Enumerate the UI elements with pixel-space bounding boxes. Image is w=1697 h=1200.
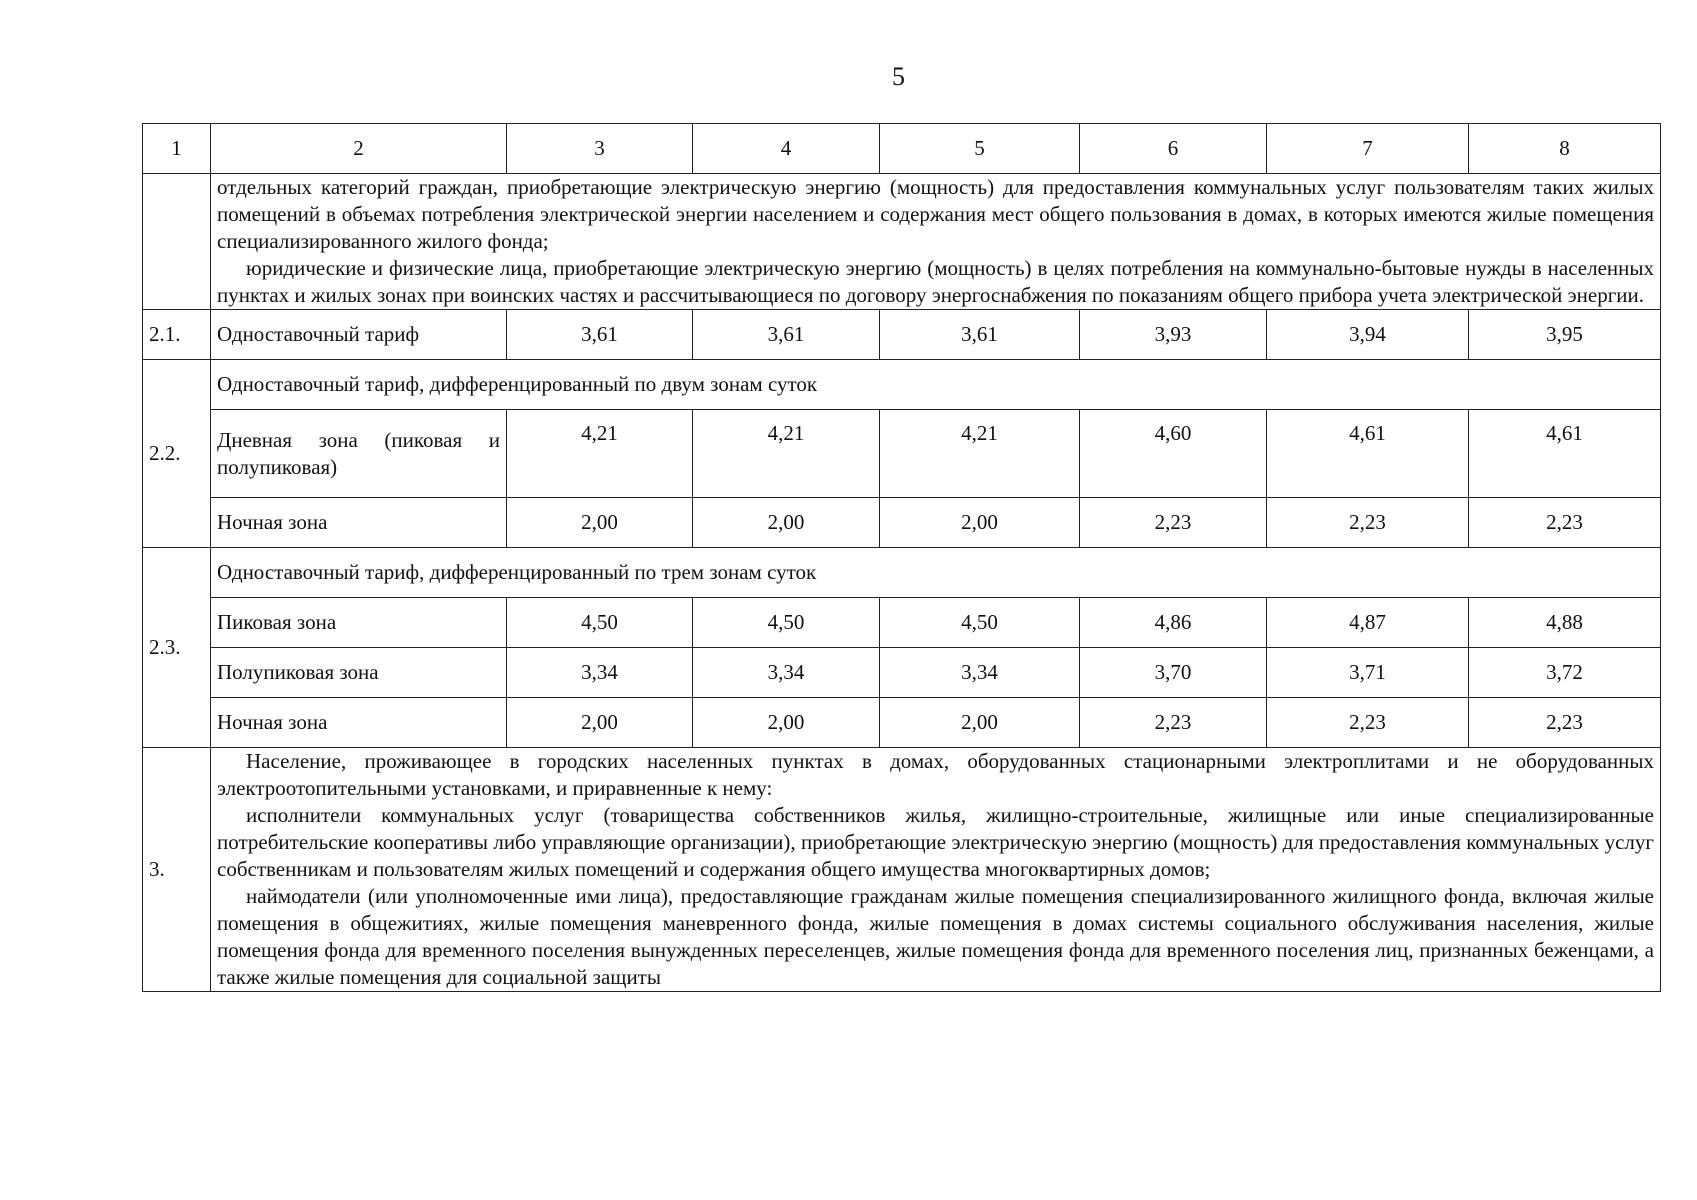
- table-row-2-3-halfpeak: [143, 648, 1661, 698]
- value-cell: 2,00: [507, 698, 693, 748]
- row-label: Ночная зона: [211, 498, 507, 548]
- header-cell: 8: [1469, 124, 1661, 174]
- paragraph: наймодатели (или уполномоченные ими лица), предоставляющие гражданам жилые помещения специализированного жилищного фонда, включая жилые помещения в общежитиях, жилые помещения маневренного фонда, жилые помещения в домах системы социального обслуживания населения, жилые помещения фонда для временного поселения вынужденных переселенцев, жилые помещения фонда для временного поселения лиц, признанных беженцами, а также жилые помещения для социальной защиты: [217, 884, 1654, 989]
- value-cell: 3,95: [1469, 310, 1661, 360]
- row-label: Одноставочный тариф, дифференцированный по двум зонам суток: [211, 360, 1661, 410]
- value-cell: 3,94: [1267, 310, 1469, 360]
- value-cell: 3,93: [1080, 310, 1267, 360]
- value-cell: 3,34: [507, 648, 693, 698]
- table-row-2-1: [143, 310, 1661, 360]
- row-code: 2.1.: [143, 310, 211, 360]
- row-label: Одноставочный тариф, дифференцированный по трем зонам суток: [211, 548, 1661, 598]
- row-code: 3.: [143, 748, 211, 992]
- value-cell: 3,70: [1080, 648, 1267, 698]
- value-cell: 4,61: [1267, 410, 1469, 498]
- code-cell: [143, 174, 211, 310]
- page-number: 5: [892, 62, 905, 91]
- table-row-2-3-night: [143, 698, 1661, 748]
- row-label: Одноставочный тариф: [211, 310, 507, 360]
- value-cell: 4,86: [1080, 598, 1267, 648]
- row-code: 2.3.: [143, 548, 211, 748]
- table-row-2-2-day: [143, 410, 1661, 498]
- row-label: Дневная зона (пиковая и полупиковая): [211, 410, 507, 498]
- paragraph: Население, проживающее в городских населенных пунктах в домах, оборудованных стационарными электроплитами и не оборудованных электроотопительными установками, и приравненные к нему:: [217, 749, 1654, 800]
- table-row-2-2-night: [143, 498, 1661, 548]
- value-cell: 3,34: [880, 648, 1080, 698]
- value-cell: 4,50: [507, 598, 693, 648]
- paragraph: отдельных категорий граждан, приобретающие электрическую энергию (мощность) для предоставления коммунальных услуг пользователям таких жилых помещений в объемах потребления электрической энергии населением и содержания мест общего пользования в домах, в которых имеются жилые помещения специализированного жилого фонда;: [217, 175, 1654, 253]
- paragraph: исполнители коммунальных услуг (товарищества собственников жилья, жилищно-строительные, жилищные или иные специализированные потребительские кооперативы либо управляющие организации), приобретающие электрическую энергию (мощность) для предоставления коммунальных услуг собственникам и пользователям жилых помещений и содержания общего имущества многоквартирных домов;: [217, 803, 1654, 881]
- table-row-2-3-title: [143, 548, 1661, 598]
- value-cell: 4,60: [1080, 410, 1267, 498]
- value-cell: 2,00: [880, 698, 1080, 748]
- value-cell: 3,72: [1469, 648, 1661, 698]
- value-cell: 4,87: [1267, 598, 1469, 648]
- value-cell: 3,34: [693, 648, 880, 698]
- header-cell: 4: [693, 124, 880, 174]
- value-cell: 4,61: [1469, 410, 1661, 498]
- value-cell: 2,23: [1469, 698, 1661, 748]
- value-cell: 4,88: [1469, 598, 1661, 648]
- value-cell: 2,23: [1080, 498, 1267, 548]
- continuation-text: [211, 174, 1661, 310]
- value-cell: 3,61: [880, 310, 1080, 360]
- row-3-text: [211, 748, 1661, 992]
- table-row-2-3-peak: [143, 598, 1661, 648]
- value-cell: 2,23: [1267, 698, 1469, 748]
- header-cell: 2: [211, 124, 507, 174]
- value-cell: 2,23: [1469, 498, 1661, 548]
- table-row-2-2-title: [143, 360, 1661, 410]
- value-cell: 4,21: [693, 410, 880, 498]
- value-cell: 2,23: [1267, 498, 1469, 548]
- value-cell: 4,50: [880, 598, 1080, 648]
- continuation-row: [143, 174, 1661, 310]
- value-cell: 2,00: [507, 498, 693, 548]
- header-cell: 1: [143, 124, 211, 174]
- paragraph: юридические и физические лица, приобретающие электрическую энергию (мощность) в целях потребления на коммунально-бытовые нужды в населенных пунктах и жилых зонах при воинских частях и рассчитывающиеся по договору энергоснабжения по показаниям общего прибора учета электрической энергии.: [217, 256, 1654, 307]
- value-cell: 2,00: [693, 498, 880, 548]
- value-cell: 3,71: [1267, 648, 1469, 698]
- header-cell: 3: [507, 124, 693, 174]
- header-cell: 7: [1267, 124, 1469, 174]
- row-label: Полупиковая зона: [211, 648, 507, 698]
- tariff-table: [142, 123, 1661, 992]
- value-cell: 3,61: [693, 310, 880, 360]
- value-cell: 2,23: [1080, 698, 1267, 748]
- value-cell: 3,61: [507, 310, 693, 360]
- value-cell: 2,00: [880, 498, 1080, 548]
- row-label: Пиковая зона: [211, 598, 507, 648]
- value-cell: 4,50: [693, 598, 880, 648]
- header-cell: 6: [1080, 124, 1267, 174]
- row-label: Ночная зона: [211, 698, 507, 748]
- row-code: 2.2.: [143, 360, 211, 548]
- table-row-3: [143, 748, 1661, 992]
- value-cell: 4,21: [507, 410, 693, 498]
- header-cell: 5: [880, 124, 1080, 174]
- header-row: [143, 124, 1661, 174]
- value-cell: 4,21: [880, 410, 1080, 498]
- value-cell: 2,00: [693, 698, 880, 748]
